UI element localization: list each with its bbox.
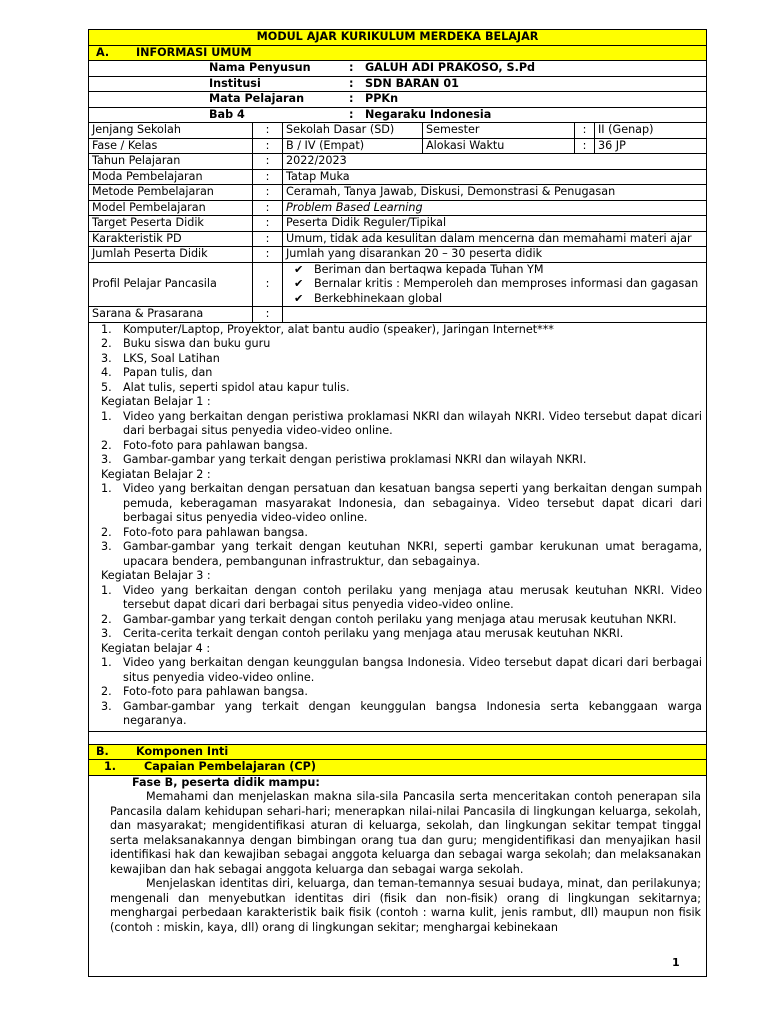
info-value-empty bbox=[283, 307, 707, 323]
list-item: 1. Komputer/Laptop, Proyektor, alat bantu audio (speaker), Jaringan Internet*** bbox=[101, 322, 554, 336]
list-item: 1. Video yang berkaitan dengan contoh perilaku yang menjaga atau merusak keutuhan NKRI. Video tersebut dapat dicari dari berbagai situs penyedia video-video online. bbox=[101, 583, 703, 611]
cp-header bbox=[89, 760, 707, 776]
identity-key: Institusi bbox=[209, 76, 261, 90]
profil-item-text: Berkebhinekaan global bbox=[314, 291, 443, 305]
identity-value: PPKn bbox=[365, 92, 399, 105]
info-value: Ceramah, Tanya Jawab, Diskusi, Demonstrasi & Penugasan bbox=[283, 185, 707, 201]
list-item: 3. Cerita-cerita terkait dengan contoh perilaku yang menjaga atau merusak keutuhan NKRI. bbox=[101, 627, 624, 640]
list-item: 4. Papan tulis, dan bbox=[101, 366, 213, 379]
list-item-text: Foto-foto para pahlawan bangsa. bbox=[123, 438, 308, 452]
info-sep: : bbox=[253, 154, 283, 170]
info-sep: : bbox=[253, 231, 283, 247]
info-value: Jumlah yang disarankan 20 – 30 peserta didik bbox=[283, 247, 707, 263]
identity-key: Mata Pelajaran bbox=[209, 92, 305, 105]
list-item: 3. Gambar-gambar yang terkait dengan peristiwa proklamasi NKRI dan wilayah NKRI. bbox=[101, 453, 587, 466]
info-sep: : bbox=[253, 216, 283, 232]
info-row-jenjang bbox=[89, 123, 707, 139]
list-item-text: Gambar-gambar yang terkait dengan keunggulan bangsa Indonesia serta kebanggaan warga negaranya. bbox=[123, 699, 703, 727]
info-key: Tahun Pelajaran bbox=[89, 154, 253, 170]
info-sep: : bbox=[253, 138, 283, 154]
list-item-text: Gambar-gambar yang terkait dengan keutuhan NKRI, seperti gambar kerukunan umat beragama, upacara bendera, pembangunan infrastruktur, dan sebagainya. bbox=[123, 540, 703, 568]
list-item-text: Gambar-gambar yang terkait dengan peristiwa proklamasi NKRI dan wilayah NKRI. bbox=[123, 453, 587, 466]
info-row-fase bbox=[89, 138, 707, 154]
list-item-text: Foto-foto para pahlawan bangsa. bbox=[123, 685, 308, 698]
info-value: Sekolah Dasar (SD) bbox=[283, 123, 423, 139]
kegiatan-label: Kegiatan Belajar 2 : bbox=[101, 467, 211, 481]
info-key: Model Pembelajaran bbox=[89, 200, 253, 216]
info-key: Sarana & Prasarana bbox=[89, 307, 253, 323]
list-item-text: Gambar-gambar yang terkait dengan contoh perilaku yang menjaga atau merusak keutuhan NKRI. bbox=[123, 612, 677, 626]
info-row-karakteristik bbox=[89, 231, 707, 247]
list-item-text: Papan tulis, dan bbox=[123, 366, 213, 379]
list-item: 2. Foto-foto para pahlawan bangsa. bbox=[101, 685, 308, 698]
list-item-text: Komputer/Laptop, Proyektor, alat bantu audio (speaker), Jaringan Internet*** bbox=[123, 322, 554, 336]
list-item: 1. Video yang berkaitan dengan peristiwa proklamasi NKRI dan wilayah NKRI. Video tersebut dapat dicari dari berbagai situs penyedia video-video online. bbox=[101, 409, 703, 437]
info-sep: : bbox=[253, 247, 283, 263]
info-sep: : bbox=[253, 200, 283, 216]
info-sep: : bbox=[253, 307, 283, 323]
info-key2: Semester bbox=[423, 123, 575, 139]
profil-item bbox=[286, 292, 703, 307]
list-item-text: LKS, Soal Latihan bbox=[123, 351, 220, 365]
info-row-tahun bbox=[89, 154, 707, 170]
list-item-text: Alat tulis, seperti spidol atau kapur tulis. bbox=[123, 380, 350, 394]
section-b-label: Komponen Inti bbox=[136, 744, 229, 758]
check-icon: ✔ bbox=[294, 277, 304, 290]
info-sep: : bbox=[253, 169, 283, 185]
section-b-header bbox=[89, 744, 707, 760]
info-sep: : bbox=[253, 185, 283, 201]
info-sep: : bbox=[575, 123, 595, 139]
info-row-target bbox=[89, 216, 707, 232]
info-key: Target Peserta Didik bbox=[89, 216, 253, 232]
list-item-text: Cerita-cerita terkait dengan contoh perilaku yang menjaga atau merusak keutuhan NKRI. bbox=[123, 627, 624, 640]
info-value: Problem Based Learning bbox=[283, 200, 707, 216]
section-a-letter: A. bbox=[96, 45, 110, 59]
info-key: Metode Pembelajaran bbox=[89, 185, 253, 201]
identity-sep: : bbox=[349, 107, 354, 121]
info-value: 2022/2023 bbox=[283, 154, 707, 170]
list-item: 3. LKS, Soal Latihan bbox=[101, 351, 220, 365]
info-row-model bbox=[89, 200, 707, 216]
sarana-content-row bbox=[89, 322, 707, 731]
spacer-row bbox=[89, 731, 707, 744]
page-number: 1 bbox=[672, 956, 680, 969]
identity-sep: : bbox=[349, 76, 354, 90]
info-key2: Alokasi Waktu bbox=[423, 138, 575, 154]
document-title: MODUL AJAR KURIKULUM MERDEKA BELAJAR bbox=[89, 30, 707, 46]
modul-table bbox=[88, 29, 707, 977]
list-item-text: Video yang berkaitan dengan keunggulan bangsa Indonesia. Video tersebut dapat dicari dari berbagai situs penyedia video-video online. bbox=[123, 656, 703, 684]
identity-key: Nama Penyusun bbox=[209, 61, 311, 74]
cp-num: 1. bbox=[104, 760, 117, 773]
list-item: 1. Video yang berkaitan dengan persatuan dan kesatuan bangsa seperti yang berkaitan dengan sumpah pemuda, keberagaman masyarakat Indonesia, dan sebagainya. Video tersebut dapat dicari dari berbagai situs penyedia video-video online. bbox=[101, 482, 703, 524]
identity-key: Bab 4 bbox=[209, 107, 245, 121]
identity-row bbox=[89, 107, 707, 123]
info-value: Peserta Didik Reguler/Tipikal bbox=[283, 216, 707, 232]
kegiatan-label: Kegiatan Belajar 3 : bbox=[101, 569, 211, 582]
info-value: B / IV (Empat) bbox=[283, 138, 423, 154]
info-row-moda bbox=[89, 169, 707, 185]
identity-row bbox=[89, 92, 707, 108]
fase-b-heading: Fase B, peserta didik mampu: bbox=[132, 775, 320, 789]
section-a-label: INFORMASI UMUM bbox=[136, 45, 252, 59]
cp-label: Capaian Pembelajaran (CP) bbox=[144, 760, 316, 773]
info-sep: : bbox=[253, 262, 283, 307]
check-icon: ✔ bbox=[294, 291, 304, 305]
info-sep: : bbox=[253, 123, 283, 139]
list-item: 1. Video yang berkaitan dengan keunggulan bangsa Indonesia. Video tersebut dapat dicari dari berbagai situs penyedia video-video online. bbox=[101, 656, 703, 684]
identity-value: SDN BARAN 01 bbox=[365, 76, 459, 90]
cp-paragraph: Memahami dan menjelaskan makna sila-sila Pancasila serta menceritakan contoh penerapan sila Pancasila dalam kehidupan sehari-hari; menerapkan nilai-nilai Pancasila di lingkungan keluarga, sekolah, dan masyarakat; mengidentifikasi aturan di keluarga, sekolah, dan lingkungan sekitar tempat tinggal serta melaksanakannya dengan bimbingan orang tua dan guru; mengidentifikasi dan menyajikan hasil identifikasi hak dan kewajiban sebagai anggota keluarga dan sebagai warga sekolah; dan melaksanakan kewajiban dan hak sebagai anggota keluarga dan sebagai warga sekolah. bbox=[110, 790, 702, 876]
list-item: 2. Foto-foto para pahlawan bangsa. bbox=[101, 438, 308, 452]
info-row-jumlah bbox=[89, 247, 707, 263]
info-row-sarana bbox=[89, 307, 707, 323]
section-b-letter: B. bbox=[96, 744, 109, 758]
profil-list bbox=[283, 262, 707, 307]
list-item: 3. Gambar-gambar yang terkait dengan keunggulan bangsa Indonesia serta kebanggaan warga negaranya. bbox=[101, 699, 703, 727]
identity-row bbox=[89, 61, 707, 77]
info-row-profil bbox=[89, 262, 707, 307]
list-item: 2. Gambar-gambar yang terkait dengan contoh perilaku yang menjaga atau merusak keutuhan NKRI. bbox=[101, 612, 677, 626]
identity-sep: : bbox=[349, 92, 354, 105]
info-value2: 36 JP bbox=[595, 138, 707, 154]
kegiatan-label: Kegiatan Belajar 1 : bbox=[101, 395, 211, 408]
info-key: Jumlah Peserta Didik bbox=[89, 247, 253, 263]
profil-item bbox=[286, 277, 703, 292]
list-item: 2. Buku siswa dan buku guru bbox=[101, 337, 271, 350]
identity-row bbox=[89, 76, 707, 92]
list-item: 2. Foto-foto para pahlawan bangsa. bbox=[101, 525, 308, 539]
identity-value: Negaraku Indonesia bbox=[365, 107, 492, 121]
cp-content bbox=[89, 775, 707, 976]
list-item-text: Foto-foto para pahlawan bangsa. bbox=[123, 525, 308, 539]
kegiatan-label: Kegiatan belajar 4 : bbox=[101, 641, 211, 655]
info-key: Karakteristik PD bbox=[89, 231, 253, 247]
info-sep: : bbox=[575, 138, 595, 154]
list-item-text: Video yang berkaitan dengan contoh perilaku yang menjaga atau merusak keutuhan NKRI. Video tersebut dapat dicari dari berbagai situs penyedia video-video online. bbox=[123, 583, 703, 611]
identity-sep: : bbox=[349, 61, 354, 74]
cp-paragraph: Menjelaskan identitas diri, keluarga, dan teman-temannya sesuai budaya, minat, dan perilakunya; mengenali dan menyebutkan identitas diri (fisik dan non-fisik) orang di lingkungan sekitarnya; menghargai perbedaan karakteristik baik fisik (contoh : warna kulit, jenis rambut, dll) maupun non fisik (contoh : miskin, kaya, dll) orang di lingkungan sekitar; menghargai kebinekaan bbox=[110, 877, 702, 934]
list-item-text: Buku siswa dan buku guru bbox=[123, 337, 271, 350]
document-page bbox=[88, 29, 706, 977]
info-key: Fase / Kelas bbox=[89, 138, 253, 154]
profil-item bbox=[286, 263, 703, 278]
info-key: Moda Pembelajaran bbox=[89, 169, 253, 185]
info-value: Tatap Muka bbox=[283, 169, 707, 185]
list-item: 3. Gambar-gambar yang terkait dengan keutuhan NKRI, seperti gambar kerukunan umat beragama, upacara bendera, pembangunan infrastruktur, dan sebagainya. bbox=[101, 540, 703, 568]
info-key: Profil Pelajar Pancasila bbox=[89, 262, 253, 307]
info-value2: II (Genap) bbox=[595, 123, 707, 139]
spacer-cell bbox=[89, 731, 707, 744]
identity-value: GALUH ADI PRAKOSO, S.Pd bbox=[365, 61, 536, 74]
list-item-text: Video yang berkaitan dengan persatuan dan kesatuan bangsa seperti yang berkaitan dengan sumpah pemuda, keberagaman masyarakat Indonesia, dan sebagainya. Video tersebut dapat dicari dari berbagai situs penyedia video-video online. bbox=[123, 482, 703, 524]
info-row-metode bbox=[89, 185, 707, 201]
info-key: Jenjang Sekolah bbox=[89, 123, 253, 139]
list-item-text: Video yang berkaitan dengan peristiwa proklamasi NKRI dan wilayah NKRI. Video tersebut dapat dicari dari berbagai situs penyedia video-video online. bbox=[123, 409, 703, 437]
check-icon: ✔ bbox=[294, 262, 304, 276]
profil-item-text: Bernalar kritis : Memperoleh dan memproses informasi dan gagasan bbox=[314, 277, 699, 290]
info-value: Umum, tidak ada kesulitan dalam mencerna dan memahami materi ajar bbox=[283, 231, 707, 247]
section-a-header bbox=[89, 45, 707, 61]
list-item: 5. Alat tulis, seperti spidol atau kapur tulis. bbox=[101, 380, 350, 394]
profil-item-text: Beriman dan bertaqwa kepada Tuhan YM bbox=[314, 262, 544, 276]
sarana-content bbox=[89, 322, 707, 731]
